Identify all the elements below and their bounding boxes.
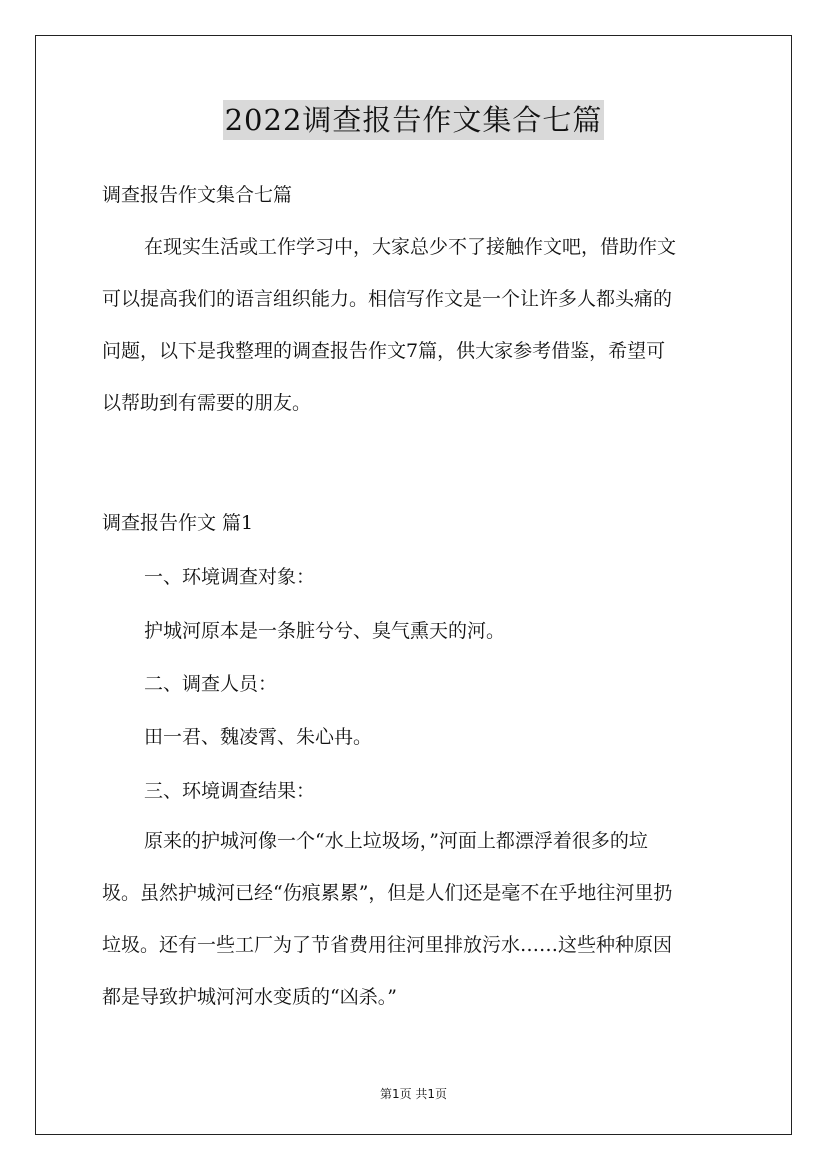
intro-line: 可以提高我们的语言组织能力。相信写作文是一个让许多人都头痛的: [102, 288, 673, 310]
intro-line: 在现实生活或工作学习中，大家总少不了接触作文吧，借助作文: [144, 236, 677, 258]
intro-line: 问题，以下是我整理的调查报告作文7篇，供大家参考借鉴，希望可: [102, 340, 666, 362]
item-heading-people: 二、调查人员：: [144, 673, 278, 695]
result-line: 原来的护城河像一个“水上垃圾场，”河面上都漂浮着很多的垃: [144, 830, 648, 852]
document-subtitle: 调查报告作文集合七篇: [102, 184, 293, 206]
item-heading-object: 一、环境调查对象：: [144, 566, 316, 588]
result-line: 圾。虽然护城河已经“伤痕累累”，但是人们还是毫不在乎地往河里扔: [102, 882, 673, 904]
item-text-object: 护城河原本是一条脏兮兮、臭气熏天的河。: [144, 620, 506, 642]
result-line: 都是导致护城河河水变质的“凶杀。”: [102, 986, 397, 1008]
section-heading: 调查报告作文 篇1: [102, 512, 254, 534]
document-title: 2022调查报告作文集合七篇: [223, 100, 605, 140]
intro-paragraph: [102, 221, 724, 429]
result-paragraph: [102, 815, 724, 1023]
result-line: 垃圾。还有一些工厂为了节省费用往河里排放污水……这些种种原因: [102, 934, 673, 956]
page-footer: 第1页 共1页: [379, 1087, 448, 1101]
title-container: [0, 100, 827, 140]
item-heading-result: 三、环境调查结果：: [144, 780, 316, 802]
item-text-people: 田一君、魏凌霄、朱心冉。: [144, 726, 373, 748]
intro-line: 以帮助到有需要的朋友。: [102, 392, 312, 414]
